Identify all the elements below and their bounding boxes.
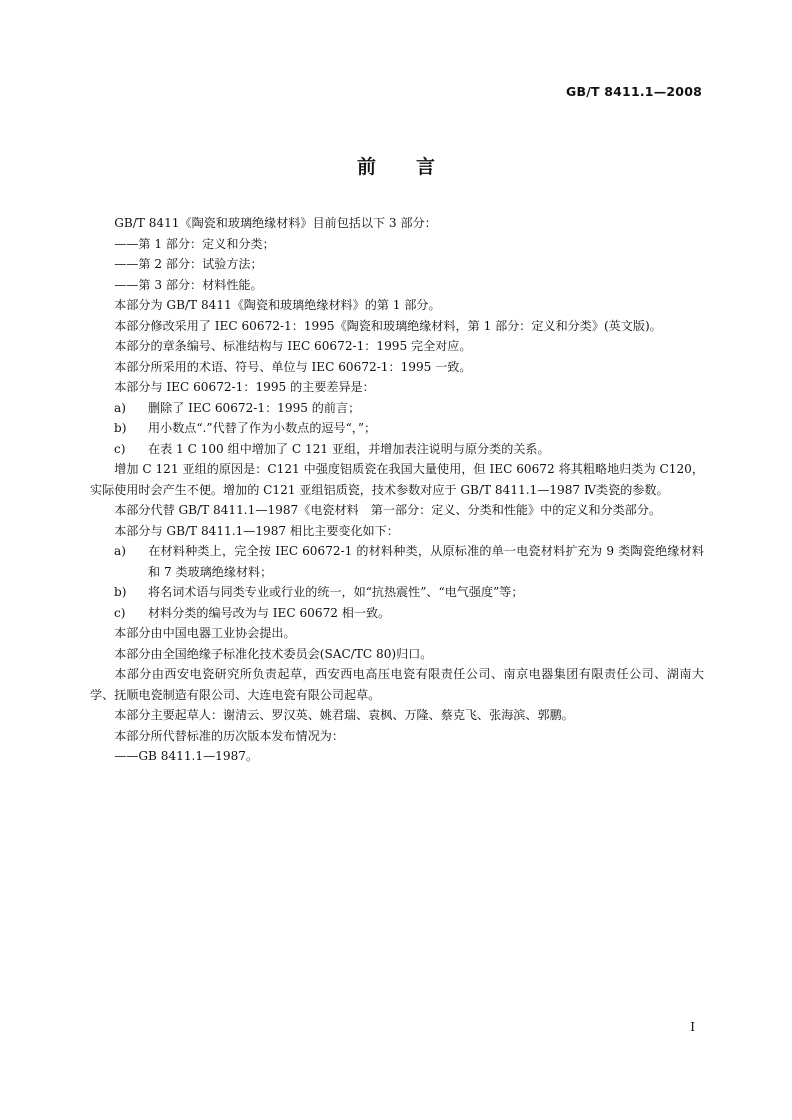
paragraph: 本部分由中国电器工业协会提出。 <box>114 626 296 640</box>
paragraph: GB/T 8411《陶瓷和玻璃绝缘材料》目前包括以下 3 部分： <box>114 216 437 230</box>
paragraph: ——GB 8411.1—1987。 <box>114 749 259 763</box>
paragraph: 本部分与 GB/T 8411.1—1987 相比主要变化如下： <box>114 523 399 538</box>
list-item-text: 将名词术语与同类专业或行业的统一，如“抗热震性”、“电气强度”等； <box>148 585 524 599</box>
paragraph: 本部分为 GB/T 8411《陶瓷和玻璃绝缘材料》的第 1 部分。 <box>114 298 441 312</box>
list-marker: b) <box>114 585 127 599</box>
paragraph: 本部分由全国绝缘子标准化技术委员会(SAC/TC 80)归口。 <box>114 646 433 661</box>
paragraph: 本部分修改采用了 IEC 60672-1：1995《陶瓷和玻璃绝缘材料，第 1 部分：定义和分类》(英文版)。 <box>114 318 662 333</box>
paragraph: ——第 3 部分：材料性能。 <box>114 277 263 292</box>
paragraph: 本部分与 IEC 60672-1：1995 的主要差异是： <box>114 380 375 394</box>
list-item <box>90 418 704 439</box>
paragraph: 本部分主要起草人：谢清云、罗汉英、姚君瑞、袁枫、万隆、蔡克飞、张海滨、郭鹏。 <box>114 708 574 722</box>
paragraph: 本部分的章条编号、标准结构与 IEC 60672-1：1995 完全对应。 <box>114 339 472 353</box>
list-item-text: 用小数点“.”代替了作为小数点的逗号“，”； <box>148 421 377 435</box>
list-item-text: 材料分类的编号改为与 IEC 60672 相一致。 <box>148 605 391 620</box>
list-item <box>90 398 704 419</box>
paragraph: 增加 C 121 亚组的原因是：C121 中强度铝质瓷在我国大量使用，但 IEC 60672 将其粗略地归类为 C120，实际使用时会产生不便。增加的 C121 亚组铝质瓷，技术参数对应于 GB/T 8411.1—1987 Ⅳ类瓷的参数。 <box>90 462 704 497</box>
paragraph: 本部分所采用的术语、符号、单位与 IEC 60672-1：1995 一致。 <box>114 359 472 374</box>
list-marker: c) <box>114 441 126 456</box>
list-item <box>90 439 704 460</box>
paragraph: 本部分由西安电瓷研究所负责起草，西安西电高压电瓷有限责任公司、南京电器集团有限责任公司、湖南大学、抚顺电瓷制造有限公司、大连电瓷有限公司起草。 <box>90 667 704 702</box>
page-title: 前言 <box>356 156 475 178</box>
list-marker: a) <box>114 544 126 558</box>
list-item <box>90 541 704 582</box>
list-item <box>90 582 704 603</box>
page-number: I <box>690 1020 695 1034</box>
paragraph: 本部分代替 GB/T 8411.1—1987《电瓷材料 第一部分：定义、分类和性能》中的定义和分类部分。 <box>114 503 662 517</box>
foreword-body <box>90 213 704 767</box>
list-marker: a) <box>114 400 126 415</box>
list-marker: b) <box>114 421 127 435</box>
list-item-text: 在材料种类上，完全按 IEC 60672-1 的材料种类，从原标准的单一电瓷材料扩充为 9 类陶瓷绝缘材料和 7 类玻璃绝缘材料； <box>148 544 704 579</box>
paragraph: ——第 1 部分：定义和分类； <box>114 236 275 251</box>
list-item <box>90 603 704 624</box>
list-item-text: 删除了 IEC 60672-1：1995 的前言； <box>148 400 361 415</box>
standard-code: GB/T 8411.1—2008 <box>566 84 702 99</box>
paragraph: 本部分所代替标准的历次版本发布情况为： <box>114 728 344 743</box>
list-item-text: 在表 1 C 100 组中增加了 C 121 亚组，并增加表注说明与原分类的关系。 <box>148 441 550 456</box>
paragraph: ——第 2 部分：试验方法； <box>114 257 263 271</box>
list-marker: c) <box>114 605 126 620</box>
